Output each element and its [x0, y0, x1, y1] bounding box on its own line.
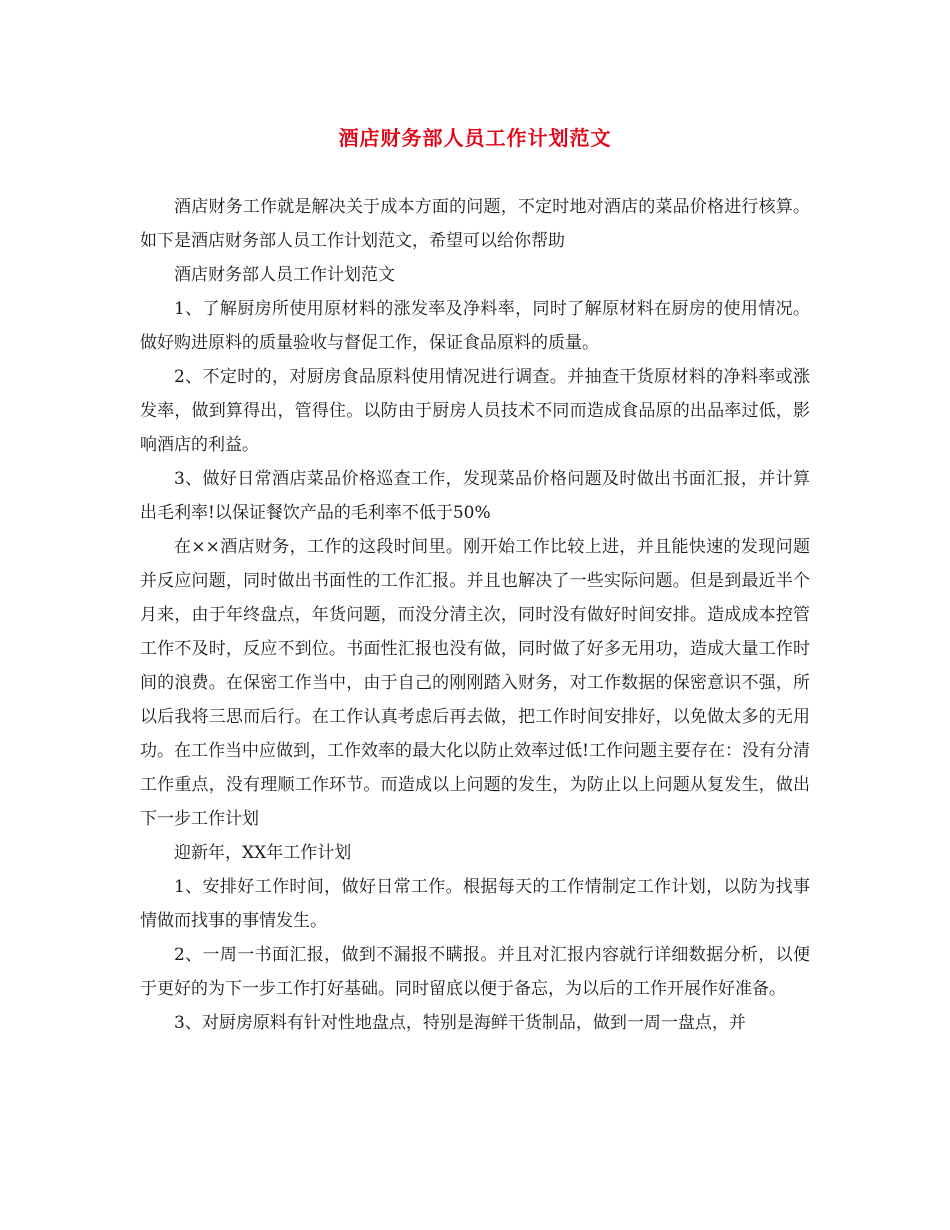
paragraph-intro: 酒店财务工作就是解决关于成本方面的问题，不定时地对酒店的菜品价格进行核算。如下是酒店财务部人员工作计划范文，希望可以给你帮助	[140, 197, 810, 251]
document-body	[140, 190, 810, 1040]
paragraph-item-3: 3、做好日常酒店菜品价格巡查工作，发现菜品价格问题及时做出书面汇报，并计算出毛利率!以保证餐饮产品的毛利率不低于50%	[140, 469, 810, 523]
paragraph-item-1: 1、了解厨房所使用原材料的涨发率及净料率，同时了解原材料在厨房的使用情况。做好购进原料的质量验收与督促工作，保证食品原料的质量。	[140, 299, 810, 353]
paragraph-plan-2: 2、一周一书面汇报，做到不漏报不瞒报。并且对汇报内容就行详细数据分析，以便于更好的为下一步工作打好基础。同时留底以便于备忘，为以后的工作开展作好准备。	[140, 945, 810, 999]
paragraph-plan-heading: 迎新年，XX年工作计划	[174, 843, 352, 863]
paragraph-review: 在××酒店财务，工作的这段时间里。刚开始工作比较上进，并且能快速的发现问题并反应问题，同时做出书面性的工作汇报。并且也解决了一些实际问题。但是到最近半个月来，由于年终盘点，年货问题，而没分清主次，同时没有做好时间安排。造成成本控管工作不及时，反应不到位。书面性汇报也没有做，同时做了好多无用功，造成大量工作时间的浪费。在保密工作当中，由于自己的刚刚踏入财务，对工作数据的保密意识不强，所以后我将三思而后行。在工作认真考虑后再去做，把工作时间安排好，以免做太多的无用功。在工作当中应做到，工作效率的最大化以防止效率过低!工作问题主要存在：没有分清工作重点，没有理顺工作环节。而造成以上问题的发生，为防止以上问题从复发生，做出下一步工作计划	[140, 537, 810, 829]
paragraph-subheading: 酒店财务部人员工作计划范文	[174, 265, 395, 285]
paragraph-plan-3: 3、对厨房原料有针对性地盘点，特别是海鲜干货制品，做到一周一盘点，并	[174, 1013, 746, 1033]
paragraph-item-2: 2、不定时的，对厨房食品原料使用情况进行调查。并抽查干货原材料的净料率或涨发率，做到算得出，管得住。以防由于厨房人员技术不同而造成食品原的出品率过低，影响酒店的利益。	[140, 367, 810, 455]
paragraph-plan-1: 1、安排好工作时间，做好日常工作。根据每天的工作情制定工作计划，以防为找事情做而找事的事情发生。	[140, 877, 810, 931]
document-title: 酒店财务部人员工作计划范文	[338, 126, 612, 150]
